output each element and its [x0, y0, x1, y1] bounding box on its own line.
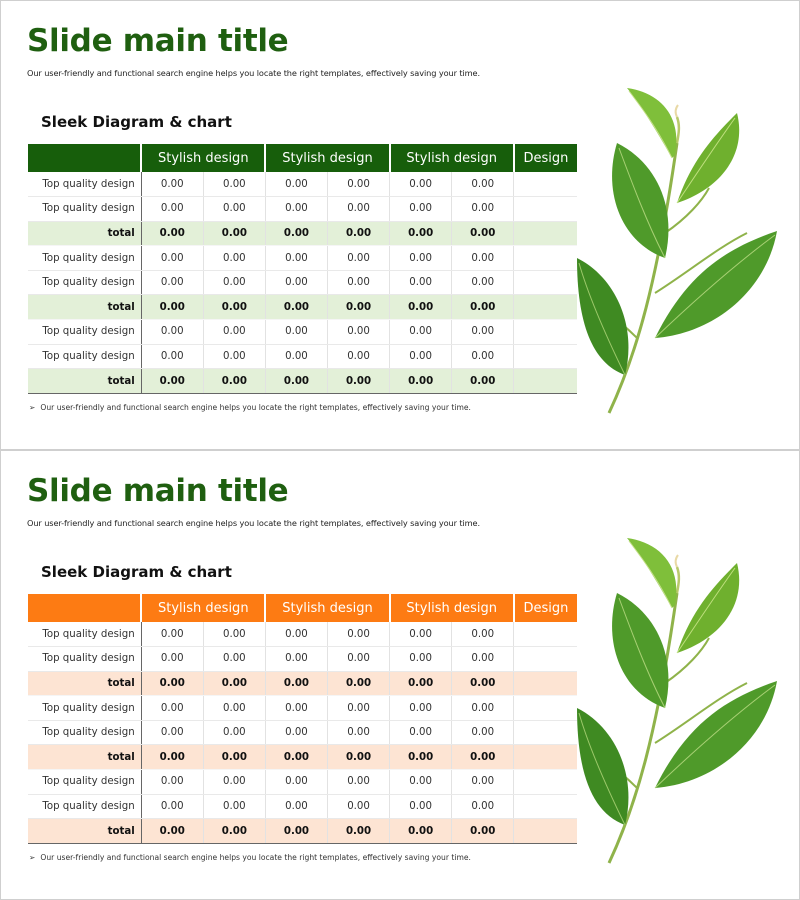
footnote-text: Our user-friendly and functional search engine helps you locate the right templates, effectively saving your time. — [40, 403, 471, 412]
table-cell: 0.00 — [452, 671, 514, 696]
table-cell: 0.00 — [390, 696, 452, 721]
table-cell: 0.00 — [452, 696, 514, 721]
table-cell: 0.00 — [390, 622, 452, 647]
table-cell: 0.00 — [203, 246, 265, 271]
table-total-row — [28, 671, 577, 696]
table-header-corner — [28, 594, 141, 622]
row-label: Top quality design — [28, 344, 141, 369]
table-cell: 0.00 — [265, 647, 327, 672]
table-cell: 0.00 — [265, 295, 327, 320]
table-cell: 0.00 — [327, 745, 389, 770]
table-row — [28, 647, 577, 672]
table-cell: 0.00 — [390, 671, 452, 696]
table-cell — [514, 172, 577, 197]
table-cell: 0.00 — [265, 770, 327, 795]
table-cell: 0.00 — [203, 369, 265, 394]
table-cell — [514, 819, 577, 844]
table-cell: 0.00 — [452, 622, 514, 647]
table-cell — [514, 344, 577, 369]
table-cell — [514, 369, 577, 394]
row-label: Top quality design — [28, 270, 141, 295]
row-label: total — [28, 295, 141, 320]
table-cell: 0.00 — [203, 270, 265, 295]
table-row — [28, 246, 577, 271]
table-cell: 0.00 — [327, 344, 389, 369]
row-label: Top quality design — [28, 647, 141, 672]
leaf-branch-drawing — [577, 88, 777, 413]
leaf-branch-drawing — [577, 538, 777, 863]
table-cell: 0.00 — [141, 647, 203, 672]
table-cell: 0.00 — [141, 295, 203, 320]
table-cell: 0.00 — [265, 172, 327, 197]
table-total-row — [28, 745, 577, 770]
table-cell: 0.00 — [327, 720, 389, 745]
table-cell: 0.00 — [327, 246, 389, 271]
table-cell — [514, 295, 577, 320]
table-cell: 0.00 — [390, 221, 452, 246]
table-cell: 0.00 — [452, 819, 514, 844]
table-cell — [514, 246, 577, 271]
table-cell: 0.00 — [452, 221, 514, 246]
table-cell: 0.00 — [327, 696, 389, 721]
table-row — [28, 794, 577, 819]
row-label: total — [28, 745, 141, 770]
row-label: Top quality design — [28, 696, 141, 721]
table-cell — [514, 647, 577, 672]
table-cell: 0.00 — [141, 270, 203, 295]
table-header-cell: Design — [514, 144, 577, 172]
table-cell: 0.00 — [203, 819, 265, 844]
table-cell: 0.00 — [327, 295, 389, 320]
table-cell: 0.00 — [265, 270, 327, 295]
table-cell — [514, 221, 577, 246]
table-cell: 0.00 — [327, 819, 389, 844]
table-cell: 0.00 — [390, 172, 452, 197]
table-cell: 0.00 — [141, 246, 203, 271]
arrow-bullet-icon: ➢ — [29, 403, 36, 412]
table-cell: 0.00 — [452, 770, 514, 795]
table-cell: 0.00 — [265, 819, 327, 844]
table-header-cell: Stylish design — [390, 144, 514, 172]
table-cell: 0.00 — [390, 344, 452, 369]
table-total-row — [28, 819, 577, 844]
slide-title: Slide main title — [27, 23, 289, 59]
slide-title: Slide main title — [27, 473, 289, 509]
table-cell: 0.00 — [327, 172, 389, 197]
table-header-cell: Stylish design — [265, 594, 389, 622]
table-row — [28, 696, 577, 721]
table-cell: 0.00 — [141, 221, 203, 246]
table-cell: 0.00 — [452, 647, 514, 672]
table-total-row — [28, 295, 577, 320]
table-cell: 0.00 — [203, 320, 265, 345]
table-row — [28, 320, 577, 345]
table-cell: 0.00 — [327, 221, 389, 246]
data-table — [28, 594, 577, 844]
table-header-corner — [28, 144, 141, 172]
table-cell: 0.00 — [265, 197, 327, 222]
table-header-cell: Stylish design — [265, 144, 389, 172]
table-cell: 0.00 — [327, 270, 389, 295]
table-row — [28, 720, 577, 745]
table-cell: 0.00 — [452, 369, 514, 394]
row-label: total — [28, 819, 141, 844]
table-cell: 0.00 — [452, 720, 514, 745]
leaf-branch-icon — [577, 533, 787, 868]
row-label: Top quality design — [28, 720, 141, 745]
table-cell: 0.00 — [203, 745, 265, 770]
table-row — [28, 770, 577, 795]
table-cell: 0.00 — [452, 344, 514, 369]
table-cell: 0.00 — [452, 745, 514, 770]
table-row — [28, 197, 577, 222]
table-cell: 0.00 — [390, 270, 452, 295]
table-row — [28, 270, 577, 295]
table-cell: 0.00 — [141, 819, 203, 844]
footnote — [29, 853, 471, 862]
table-cell — [514, 696, 577, 721]
table-cell: 0.00 — [203, 770, 265, 795]
table-cell: 0.00 — [327, 770, 389, 795]
table-cell: 0.00 — [265, 221, 327, 246]
table-cell: 0.00 — [452, 270, 514, 295]
row-label: Top quality design — [28, 172, 141, 197]
slide-subtitle: Our user-friendly and functional search engine helps you locate the right templates, effectively saving your time. — [27, 68, 480, 78]
table-cell: 0.00 — [203, 696, 265, 721]
table-cell: 0.00 — [390, 745, 452, 770]
table-cell: 0.00 — [203, 344, 265, 369]
table-cell: 0.00 — [203, 647, 265, 672]
row-label: Top quality design — [28, 622, 141, 647]
table-header-cell: Stylish design — [141, 144, 265, 172]
leaf-branch-icon — [577, 83, 787, 418]
table-cell: 0.00 — [327, 320, 389, 345]
table-cell: 0.00 — [265, 369, 327, 394]
table-cell: 0.00 — [265, 696, 327, 721]
table-cell: 0.00 — [203, 295, 265, 320]
table-row — [28, 344, 577, 369]
table-cell: 0.00 — [390, 720, 452, 745]
table-cell: 0.00 — [141, 696, 203, 721]
table-cell — [514, 622, 577, 647]
table-cell: 0.00 — [203, 720, 265, 745]
chart-title: Sleek Diagram & chart — [41, 563, 232, 581]
table-cell: 0.00 — [203, 172, 265, 197]
row-label: Top quality design — [28, 246, 141, 271]
table-total-row — [28, 221, 577, 246]
table-cell: 0.00 — [452, 172, 514, 197]
table-cell — [514, 270, 577, 295]
row-label: Top quality design — [28, 770, 141, 795]
table-cell: 0.00 — [452, 246, 514, 271]
table-header-row — [28, 144, 577, 172]
row-label: total — [28, 221, 141, 246]
table-cell: 0.00 — [452, 197, 514, 222]
table-cell: 0.00 — [452, 295, 514, 320]
table-header-cell: Stylish design — [390, 594, 514, 622]
table-cell: 0.00 — [327, 622, 389, 647]
table-cell: 0.00 — [203, 794, 265, 819]
table-cell: 0.00 — [327, 671, 389, 696]
table-cell: 0.00 — [141, 344, 203, 369]
table-cell: 0.00 — [390, 819, 452, 844]
table-cell — [514, 745, 577, 770]
table-cell: 0.00 — [141, 172, 203, 197]
arrow-bullet-icon: ➢ — [29, 853, 36, 862]
table-cell — [514, 794, 577, 819]
table-cell — [514, 320, 577, 345]
table-cell: 0.00 — [141, 770, 203, 795]
row-label: total — [28, 671, 141, 696]
table-cell: 0.00 — [141, 197, 203, 222]
row-label: total — [28, 369, 141, 394]
table-cell: 0.00 — [390, 197, 452, 222]
table-row — [28, 172, 577, 197]
table-cell: 0.00 — [141, 720, 203, 745]
table-cell: 0.00 — [265, 720, 327, 745]
row-label: Top quality design — [28, 197, 141, 222]
table-cell: 0.00 — [203, 671, 265, 696]
footnote-text: Our user-friendly and functional search engine helps you locate the right templates, effectively saving your time. — [40, 853, 471, 862]
table-cell: 0.00 — [390, 369, 452, 394]
chart-title: Sleek Diagram & chart — [41, 113, 232, 131]
table-total-row — [28, 369, 577, 394]
table-cell: 0.00 — [390, 794, 452, 819]
table-cell: 0.00 — [390, 770, 452, 795]
table-cell: 0.00 — [265, 344, 327, 369]
row-label: Top quality design — [28, 794, 141, 819]
table-cell: 0.00 — [265, 320, 327, 345]
table-cell: 0.00 — [141, 794, 203, 819]
table-cell: 0.00 — [390, 320, 452, 345]
table-header-row — [28, 594, 577, 622]
table-cell: 0.00 — [203, 197, 265, 222]
table-cell: 0.00 — [265, 745, 327, 770]
slide-2 — [0, 450, 800, 900]
table-cell — [514, 770, 577, 795]
table-cell: 0.00 — [141, 369, 203, 394]
table-cell: 0.00 — [265, 671, 327, 696]
footnote — [29, 403, 471, 412]
table-cell: 0.00 — [390, 647, 452, 672]
table-cell: 0.00 — [141, 622, 203, 647]
data-table — [28, 144, 577, 394]
table-cell: 0.00 — [327, 647, 389, 672]
table-cell: 0.00 — [141, 320, 203, 345]
row-label: Top quality design — [28, 320, 141, 345]
table-row — [28, 622, 577, 647]
table-cell: 0.00 — [203, 622, 265, 647]
table-cell: 0.00 — [390, 295, 452, 320]
table-cell: 0.00 — [390, 246, 452, 271]
table-cell: 0.00 — [203, 221, 265, 246]
table-cell: 0.00 — [265, 622, 327, 647]
table-cell: 0.00 — [141, 745, 203, 770]
table-header-cell: Stylish design — [141, 594, 265, 622]
table-cell: 0.00 — [327, 369, 389, 394]
table-cell: 0.00 — [452, 320, 514, 345]
table-cell: 0.00 — [452, 794, 514, 819]
table-cell: 0.00 — [327, 197, 389, 222]
table-header-cell: Design — [514, 594, 577, 622]
table-cell: 0.00 — [265, 246, 327, 271]
table-cell — [514, 671, 577, 696]
table-cell: 0.00 — [327, 794, 389, 819]
table-cell: 0.00 — [141, 671, 203, 696]
table-cell — [514, 197, 577, 222]
slide-subtitle: Our user-friendly and functional search engine helps you locate the right templates, effectively saving your time. — [27, 518, 480, 528]
table-cell: 0.00 — [265, 794, 327, 819]
table-cell — [514, 720, 577, 745]
